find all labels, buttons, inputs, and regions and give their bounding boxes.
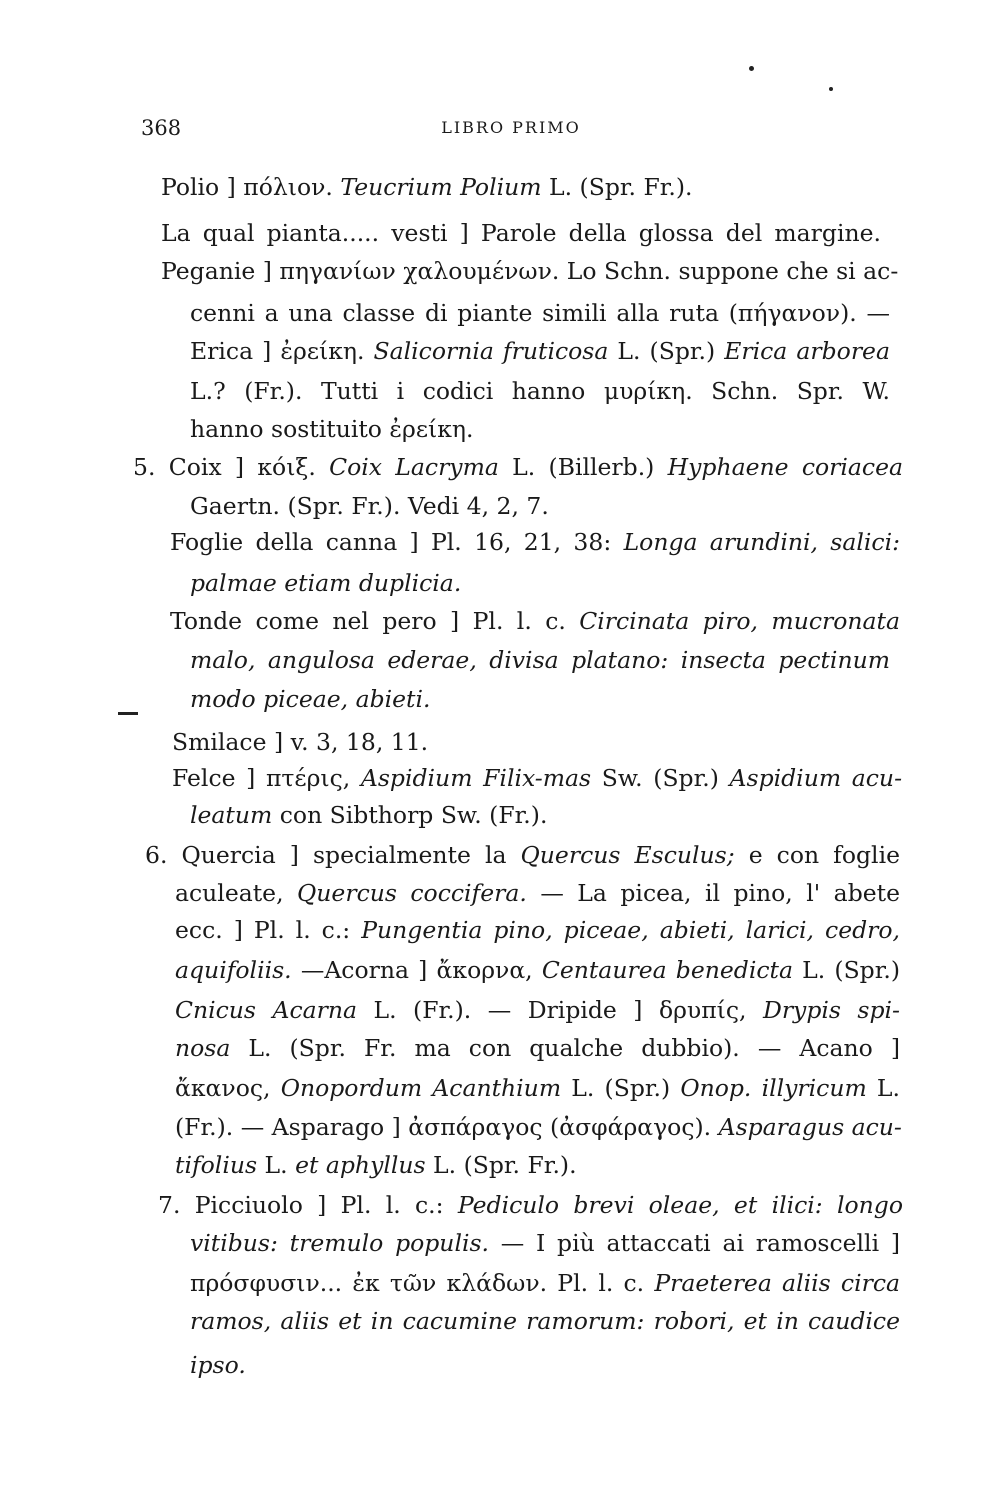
margin-dash-mark <box>118 712 138 715</box>
text-segment: aculeate, <box>175 879 298 907</box>
italic-segment: Aspidium Filix-mas <box>360 764 592 792</box>
text-line <box>175 1033 900 1063</box>
text-line <box>158 1190 903 1220</box>
text-line <box>170 606 900 636</box>
text-line <box>161 172 693 202</box>
italic-segment: Asparagus acu- <box>718 1113 902 1141</box>
italic-segment: modo piceae, abieti. <box>190 685 431 713</box>
text-line <box>161 256 899 286</box>
text-line <box>161 218 881 248</box>
text-segment: L. (Spr. Fr.). <box>541 173 693 201</box>
text-segment: Sw. (Spr.) <box>591 764 730 792</box>
text-segment: Felce ] πτέρις, <box>172 764 361 792</box>
text-segment: L. (Fr.). — Dripide ] δρυπίς, <box>357 996 763 1024</box>
text-segment: 6. Quercia ] specialmente la <box>145 841 521 869</box>
text-segment: L. (Spr.) <box>561 1074 681 1102</box>
text-segment: Tonde come nel pero ] Pl. l. c. <box>170 607 580 635</box>
italic-segment: Longa arundini, salici: <box>623 528 901 556</box>
text-segment: ecc. ] Pl. l. c.: <box>175 916 362 944</box>
italic-segment: Centaurea benedicta <box>541 956 793 984</box>
italic-segment: ramos, aliis et in cacumine ramorum: robori, et in caudice <box>190 1307 900 1335</box>
text-segment: e con foglie <box>734 841 900 869</box>
page-number: 368 <box>141 116 182 140</box>
text-line <box>190 800 547 830</box>
text-segment: L. (Spr. Fr.). <box>425 1151 577 1179</box>
text-line <box>172 763 902 793</box>
text-segment: La qual pianta..... vesti ] Parole della glossa del margine. <box>161 219 881 247</box>
text-segment: 5. Coix ] κόιξ. <box>133 453 330 481</box>
italic-segment: Hyphaene coriacea <box>667 453 904 481</box>
italic-segment: Cnicus Acarna <box>175 996 357 1024</box>
italic-segment: Quercus coccifera. <box>297 879 527 907</box>
italic-segment: ipso. <box>190 1351 246 1379</box>
text-segment: —Acorna ] ἄκορνα, <box>291 956 542 984</box>
text-segment: Smilace ] v. 3, 18, 11. <box>172 728 429 756</box>
text-line <box>190 1268 900 1298</box>
italic-segment: Circinata piro, mucronata <box>579 607 900 635</box>
text-line <box>172 727 428 757</box>
text-line <box>175 915 900 945</box>
italic-segment: Drypis spi- <box>762 996 900 1024</box>
text-line <box>175 955 900 985</box>
text-line <box>190 645 890 675</box>
text-segment: Peganie ] πηγανίων χαλουμένων. Lo Schn. suppone che si ac- <box>161 257 899 285</box>
text-line <box>190 684 431 714</box>
text-line <box>190 568 461 598</box>
text-line <box>190 1306 900 1336</box>
text-segment: L. <box>257 1151 296 1179</box>
italic-segment: nosa <box>175 1034 231 1062</box>
italic-segment: malo, angulosa ederae, divisa platano: insecta pectinum <box>190 646 890 674</box>
italic-segment: et aphyllus <box>295 1151 426 1179</box>
text-line <box>190 1350 246 1380</box>
italic-segment: Teucrium Polium <box>340 173 542 201</box>
text-segment: L. (Spr. Fr. ma con qualche dubbio). — Acano ] <box>230 1034 900 1062</box>
text-segment: ἄκανος, <box>175 1074 281 1102</box>
italic-segment: Pungentia pino, piceae, abieti, larici, cedro, <box>361 916 900 944</box>
italic-segment: Salicornia fruticosa <box>373 337 609 365</box>
text-segment: L.? (Fr.). Tutti i codici hanno μυρίκη. Schn. Spr. W. <box>190 377 890 405</box>
italic-segment: Aspidium acu- <box>729 764 903 792</box>
text-line <box>175 878 900 908</box>
text-line <box>175 995 900 1025</box>
text-line <box>190 1228 900 1258</box>
text-line <box>190 376 890 406</box>
text-line <box>175 1112 900 1142</box>
text-segment: Gaertn. (Spr. Fr.). Vedi 4, 2, 7. <box>190 492 549 520</box>
italic-segment: Coix Lacryma <box>329 453 499 481</box>
italic-segment: Onop. illyricum <box>680 1074 867 1102</box>
text-segment: Erica ] ἐρείκη. <box>190 337 374 365</box>
text-segment: cenni a una classe di piante simili alla ruta (πήγανον). — <box>190 299 890 327</box>
italic-segment: Praeterea aliis circa <box>654 1269 900 1297</box>
text-line <box>145 840 900 870</box>
italic-segment: aquifoliis. <box>175 956 292 984</box>
italic-segment: Onopordum Acanthium <box>280 1074 562 1102</box>
text-segment: L. <box>866 1074 901 1102</box>
text-line <box>190 414 473 444</box>
text-line <box>190 491 549 521</box>
italic-segment: leatum <box>190 801 273 829</box>
text-segment: L. (Billerb.) <box>498 453 668 481</box>
running-head: LIBRO PRIMO <box>441 118 581 137</box>
text-line <box>175 1073 900 1103</box>
italic-segment: Pediculo brevi oleae, et ilici: longo <box>457 1191 904 1219</box>
text-segment: Foglie della canna ] Pl. 16, 21, 38: <box>170 528 624 556</box>
page-header <box>141 116 881 146</box>
italic-segment: palmae etiam duplicia. <box>190 569 462 597</box>
text-line <box>133 452 903 482</box>
text-segment: Polio ] πόλιον. <box>161 173 341 201</box>
ink-speck <box>749 66 754 71</box>
italic-segment: Quercus Esculus; <box>520 841 735 869</box>
text-segment: hanno sostituito ἐρείκη. <box>190 415 474 443</box>
text-line <box>190 298 890 328</box>
ink-speck <box>829 87 833 91</box>
text-segment: L. (Spr.) <box>608 337 725 365</box>
text-segment: πρόσφυσιν... ἐκ τῶν κλάδων. Pl. l. c. <box>190 1269 655 1297</box>
text-segment: (Fr.). — Asparago ] ἀσπάραγος (ἀσφάραγος). <box>175 1113 719 1141</box>
text-line <box>190 336 890 366</box>
text-segment: — La picea, il pino, l' abete <box>526 879 900 907</box>
text-line <box>175 1150 577 1180</box>
text-segment: con Sibthorp Sw. (Fr.). <box>272 801 548 829</box>
text-segment: 7. Picciuolo ] Pl. l. c.: <box>158 1191 458 1219</box>
italic-segment: tifolius <box>175 1151 258 1179</box>
text-line <box>170 527 900 557</box>
text-segment: L. (Spr.) <box>792 956 901 984</box>
text-segment: — I più attaccati ai ramoscelli ] <box>489 1229 900 1257</box>
italic-segment: Erica arborea <box>724 337 890 365</box>
italic-segment: vitibus: tremulo populis. <box>190 1229 490 1257</box>
